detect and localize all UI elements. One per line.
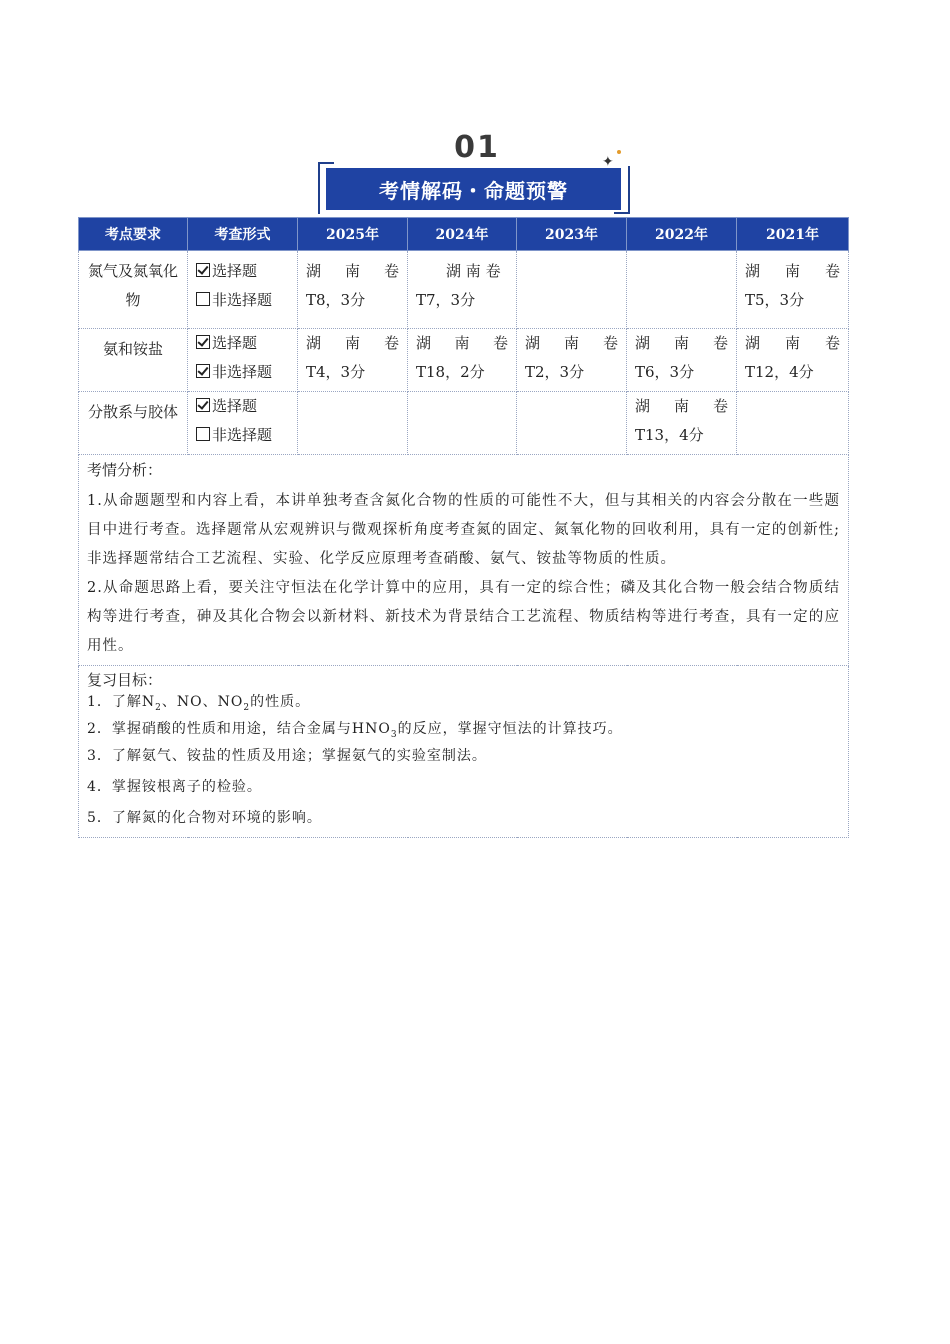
header-cell: 考查形式: [188, 218, 298, 251]
question-ref: T7，3分: [416, 291, 476, 309]
nonchoice-label: 非选择题: [212, 426, 273, 444]
table-row: [79, 392, 849, 455]
banner-box: [326, 168, 621, 210]
year-cell: [627, 329, 737, 392]
checkbox-empty-icon: [196, 292, 210, 306]
analysis-heading: 考情分析：: [87, 461, 163, 479]
year-cell-empty: [517, 251, 627, 329]
source-char: 卷: [602, 334, 618, 352]
goal-item: [87, 719, 840, 746]
section-banner: [312, 130, 642, 218]
subscript: 3: [390, 729, 398, 740]
source-char: 卷: [485, 262, 501, 280]
goals-cell: [79, 666, 849, 838]
source-char: 卷: [383, 262, 399, 280]
question-ref: T4，3分: [306, 363, 366, 381]
sparkle-icon: ✦: [602, 154, 614, 170]
checkbox-checked-icon: [196, 263, 210, 277]
goals-heading: 复习目标：: [87, 671, 163, 689]
question-ref: T8，3分: [306, 291, 366, 309]
header-cell: 2021年: [737, 218, 849, 251]
nonchoice-label: 非选择题: [212, 291, 273, 309]
table-header-row: [79, 218, 849, 251]
source-char: 卷: [712, 397, 728, 415]
source-char: 湖: [745, 262, 761, 280]
source-char: 湖: [416, 334, 432, 352]
year-cell: [517, 329, 627, 392]
header-cell: 2024年: [408, 218, 517, 251]
question-ref: T12，4分: [745, 363, 814, 381]
year-cell: [737, 251, 849, 329]
banner-title: 考情解码・命题预警: [379, 178, 568, 203]
analysis-paragraph: 1.从命题题型和内容上看，本讲单独考查含氮化合物的性质的可能性不大，但与其相关的内容会分散在一些题目中进行考查。选择题常从宏观辨识与微观探析角度考查氮的固定、氮氧化物的回收利用，具有一定的创新性;非选择题常结合工艺流程、实验、化学反应原理考查硝酸、氨气、铵盐等物质的性质。: [87, 493, 840, 567]
header-cell: 考点要求: [79, 218, 188, 251]
goal-text: 的反应，掌握守恒法的计算技巧。: [397, 720, 623, 737]
year-cell: [408, 329, 517, 392]
year-cell: [298, 329, 408, 392]
goal-item: 4．掌握铵根离子的检验。: [87, 778, 262, 795]
topic-cell: 氨和铵盐: [79, 329, 188, 392]
year-cell-empty: [737, 392, 849, 455]
header-cell: 2023年: [517, 218, 627, 251]
source-char: 南: [673, 334, 689, 352]
source-char: 湖: [635, 334, 651, 352]
subscript: 2: [155, 702, 162, 713]
source-char: 南: [465, 262, 481, 280]
source-char: 湖: [525, 334, 541, 352]
source-char: 卷: [712, 334, 728, 352]
source-char: 南: [344, 334, 360, 352]
header-cell: 2022年: [627, 218, 737, 251]
year-cell-empty: [627, 251, 737, 329]
goal-text: 的性质。: [250, 694, 311, 710]
nonchoice-label: 非选择题: [212, 363, 273, 381]
header-cell: 2025年: [298, 218, 408, 251]
source-char: 卷: [492, 334, 508, 352]
question-ref: T13，4分: [635, 426, 704, 444]
question-ref: T18，2分: [416, 363, 485, 381]
choice-label: 选择题: [212, 334, 258, 352]
source-char: 湖: [306, 262, 322, 280]
year-cell: [627, 392, 737, 455]
checkbox-checked-icon: [196, 335, 210, 349]
choice-label: 选择题: [212, 397, 258, 415]
exam-analysis-table: [78, 217, 849, 838]
goal-item: [87, 692, 840, 719]
source-char: 南: [673, 397, 689, 415]
question-ref: T2，3分: [525, 363, 585, 381]
analysis-paragraph: 2.从命题思路上看，要关注守恒法在化学计算中的应用，具有一定的综合性；磷及其化合物一般会结合物质结构等进行考查，砷及其化合物会以新材料、新技术为背景结合工艺流程、物质结构等进行考查，具有一定的应用性。: [87, 580, 840, 654]
goal-text: 2．掌握硝酸的性质和用途，结合金属与HNO: [87, 720, 391, 737]
form-cell: [188, 392, 298, 455]
topic-cell: 分散系与胶体: [79, 392, 188, 455]
goal-item: 5．了解氮的化合物对环境的影响。: [87, 809, 322, 826]
topic-cell: 氮气及氮氧化物: [79, 251, 188, 329]
goal-item: 3．了解氨气、铵盐的性质及用途；掌握氨气的实验室制法。: [87, 747, 487, 764]
goals-row: [79, 666, 849, 838]
source-char: 卷: [824, 262, 840, 280]
subscript: 2: [243, 702, 251, 713]
source-char: 湖: [446, 262, 462, 280]
source-char: 南: [784, 334, 800, 352]
source-char: 南: [454, 334, 470, 352]
source-char: 南: [563, 334, 579, 352]
analysis-row: [79, 455, 849, 666]
goal-text: 1．了解N: [87, 694, 156, 710]
year-cell: [737, 329, 849, 392]
table-row: [79, 329, 849, 392]
section-number: 01: [454, 130, 500, 165]
form-cell: [188, 329, 298, 392]
goal-text: 、NO、NO: [161, 694, 244, 710]
source-char: 湖: [306, 334, 322, 352]
source-char: 卷: [824, 334, 840, 352]
analysis-cell: [79, 455, 849, 666]
checkbox-empty-icon: [196, 427, 210, 441]
table-row: [79, 251, 849, 329]
source-char: 湖: [745, 334, 761, 352]
form-cell: [188, 251, 298, 329]
source-char: 南: [784, 262, 800, 280]
year-cell: [408, 251, 517, 329]
year-cell-empty: [298, 392, 408, 455]
source-char: 卷: [383, 334, 399, 352]
question-ref: T6，3分: [635, 363, 695, 381]
choice-label: 选择题: [212, 262, 258, 280]
checkbox-checked-icon: [196, 398, 210, 412]
year-cell-empty: [517, 392, 627, 455]
year-cell: [298, 251, 408, 329]
year-cell-empty: [408, 392, 517, 455]
source-char: 湖: [635, 397, 651, 415]
dot-icon: [617, 150, 621, 154]
checkbox-checked-icon: [196, 364, 210, 378]
question-ref: T5，3分: [745, 291, 805, 309]
source-char: 南: [344, 262, 360, 280]
